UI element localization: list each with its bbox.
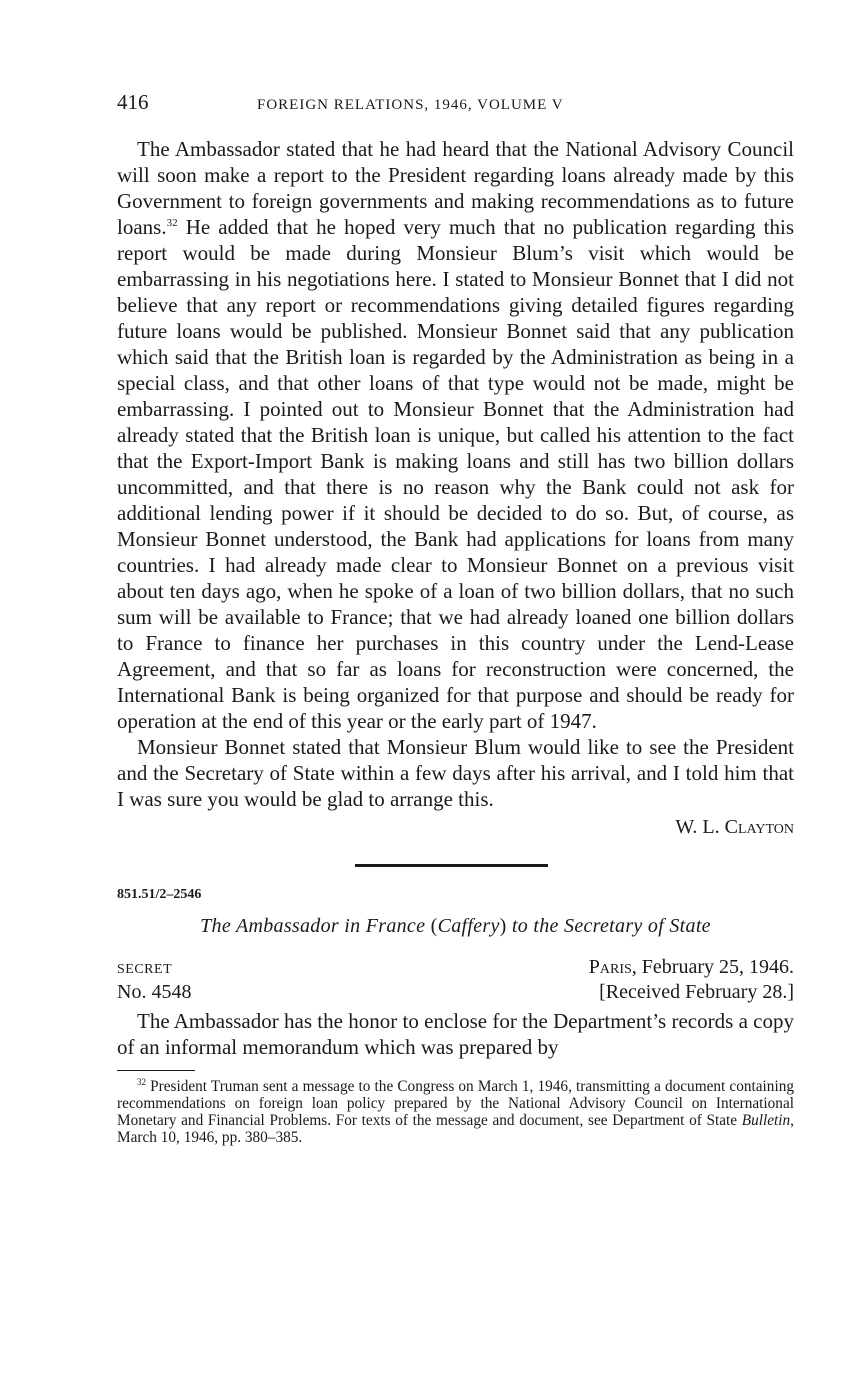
number-row — [117, 981, 794, 1004]
heading-paren-open: ( — [430, 915, 438, 937]
footnote-reference: 32 — [166, 217, 178, 229]
dateline-place: Paris — [588, 956, 632, 978]
heading-text-b: to the Secretary of State — [506, 915, 711, 937]
document-body-paragraph: The Ambassador has the honor to enclose for the Department’s records a copy of an informal memorandum which was prepared by — [117, 1009, 794, 1059]
footnote-marker: 32 — [137, 1077, 146, 1087]
heading-paren-close: ) — [499, 915, 507, 937]
footnote-text-b: , March 10, 1946, pp. 380–385. — [117, 1112, 794, 1146]
paragraph-1-text-a: The Ambassador stated that he had heard that the National Advisory Council will soon make a report to the President regarding loans already made by this Government to foreign governments and making recommendations as to future loans. — [117, 137, 794, 239]
footnote-text-a: President Truman sent a message to the Congress on March 1, 1946, transmitting a document containing recommendations on foreign loan policy prepared by the National Advisory Council on International Monetary and Financial Problems. For texts of the message and document, see Department of State — [117, 1078, 794, 1129]
document-heading — [117, 915, 794, 938]
classification-label: SECRET — [117, 962, 173, 977]
heading-name: Caffery — [437, 915, 500, 937]
footnote-divider — [117, 1070, 195, 1071]
section-divider — [355, 864, 548, 867]
dateline-row — [117, 956, 794, 979]
body-paragraph-1 — [117, 136, 794, 734]
document-number: No. 4548 — [117, 981, 192, 1003]
signature — [117, 814, 794, 840]
signature-initials: W. L. — [675, 816, 725, 838]
footnote — [117, 1078, 794, 1146]
dateline-date: , February 25, 1946. — [631, 956, 794, 978]
signature-surname: Clayton — [724, 816, 794, 838]
received-date: [Received February 28.] — [599, 981, 794, 1003]
body-paragraph-2: Monsieur Bonnet stated that Monsieur Blum would like to see the President and the Secretary of State within a few days after his arrival, and I told him that I was sure you would be glad to arrange this. — [117, 735, 794, 811]
file-number: 851.51/2–2546 — [117, 887, 202, 902]
heading-text-a: The Ambassador in France — [200, 915, 431, 937]
page-number: 416 — [117, 90, 149, 114]
footnote-publication: Bulletin — [741, 1112, 791, 1129]
dateline — [589, 956, 794, 979]
document-page — [117, 90, 794, 1146]
running-title: FOREIGN RELATIONS, 1946, VOLUME V — [257, 97, 564, 113]
paragraph-1-text-b: He added that he hoped very much that no publication regarding this report would be made during Monsieur Blum’s visit which would be embarrassing in his negotiations here. I stated to Monsieur Bonnet that I did not believe that any report or recommendations giving detailed figures regarding future loans would be published. Monsieur Bonnet said that any publication which said that the British loan is regarded by the Administration as being in a special class, and that other loans of that type would not be made, might be embarrassing. I pointed out to Monsieur Bonnet that the Administration had already stated that the British loan is unique, but called his attention to the fact that the Export-Import Bank is making loans and still has two billion dollars uncommitted, and that there is no reason why the Bank could not ask for additional lending power if it should be decided to do so. But, of course, as Monsieur Bonnet understood, the Bank had applications for loans from many countries. I had already made clear to Monsieur Bonnet on a previous visit about ten days ago, when he spoke of a loan of two billion dollars, that no such sum will be available to France; that we had already loaned one billion dollars to France to finance her purchases in this country under the Lend-Lease Agreement, and that so far as loans for reconstruction were concerned, the International Bank is being organized for that purpose and should be ready for operation at the end of this year or the early part of 1947. — [117, 215, 794, 733]
running-head — [117, 90, 794, 120]
